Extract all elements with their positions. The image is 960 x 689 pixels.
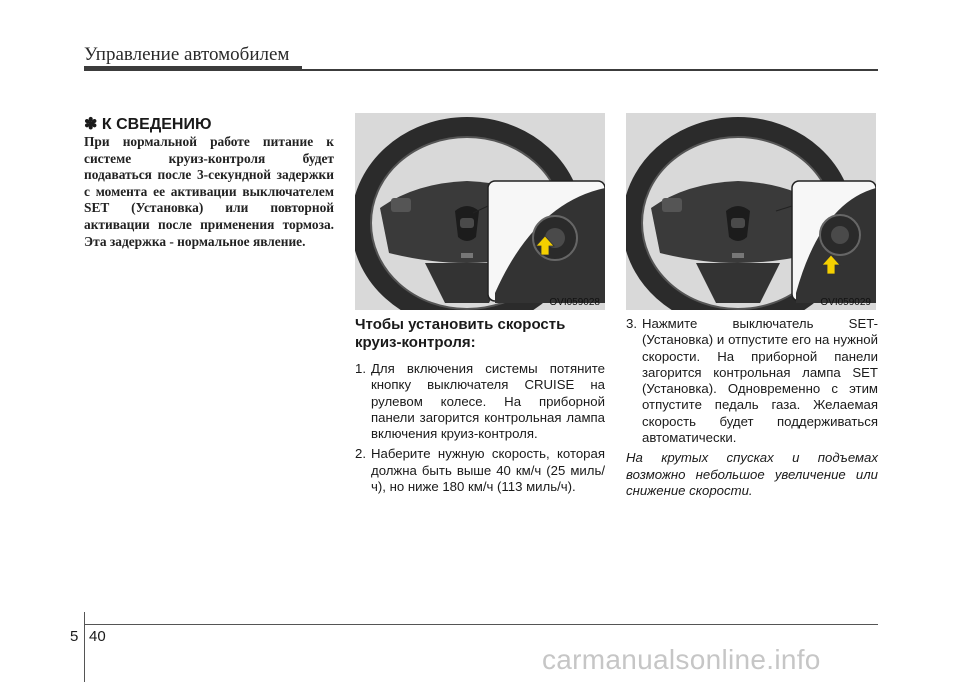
instructions-column-left — [355, 316, 605, 499]
figure-code: OVI059028 — [549, 297, 600, 308]
header-rule — [302, 69, 878, 71]
page-number: 40 — [89, 628, 106, 645]
figure-code: OVI059029 — [820, 297, 871, 308]
footer-rule — [84, 624, 878, 625]
steering-wheel-figure-2 — [626, 113, 876, 310]
footer-divider — [84, 612, 85, 682]
header-bar — [84, 66, 302, 71]
step-2 — [355, 446, 605, 495]
step-number: 2. — [355, 446, 366, 462]
note-body: При нормальной работе питание к системе круиз-контроля будет подаваться после 3-секундной задержки с момента ее активации выключателем SET (Установка) или повторной активации после применения тормоза. Эта задержка - нормальное явление. — [84, 134, 334, 249]
step-number: 1. — [355, 361, 366, 376]
steering-wheel-illustration — [626, 113, 876, 310]
step-number: 3. — [626, 316, 637, 331]
step-3 — [626, 316, 878, 446]
step-text: Для включения системы потяните кнопку выключателя CRUISE на рулевом колесе. На приборной панели загорится контрольная лампа включения круиз-контроля. — [371, 361, 605, 442]
step-text: Наберите нужную скорость, которая должна быть выше 40 км/ч (25 миль/ч), но ниже 180 км/ч (113 миль/ч). — [371, 446, 605, 495]
section-heading: Чтобы установить скорость круиз-контроля: — [355, 316, 566, 351]
header-title: Управление автомобилем — [84, 44, 290, 65]
italic-note: На крутых спусках и подъемах возможно небольшое увеличение или снижение скорости. — [626, 450, 878, 498]
step-text: Нажмите выключатель SET- (Установка) и отпустите его на нужной скорости. На приборной панели загорится контрольная лампа SET (Установка). Одновременно с этим отпустите педаль газа. Желаемая скорость будет поддерживаться автоматически. — [642, 316, 878, 446]
step-1 — [355, 361, 605, 442]
steering-wheel-illustration — [355, 113, 605, 310]
steering-wheel-figure-1 — [355, 113, 605, 310]
chapter-number: 5 — [70, 628, 79, 645]
instructions-column-right — [626, 316, 878, 499]
note-heading: ✽ К СВЕДЕНИЮ — [84, 116, 212, 133]
watermark: carmanualsonline.info — [542, 644, 821, 675]
